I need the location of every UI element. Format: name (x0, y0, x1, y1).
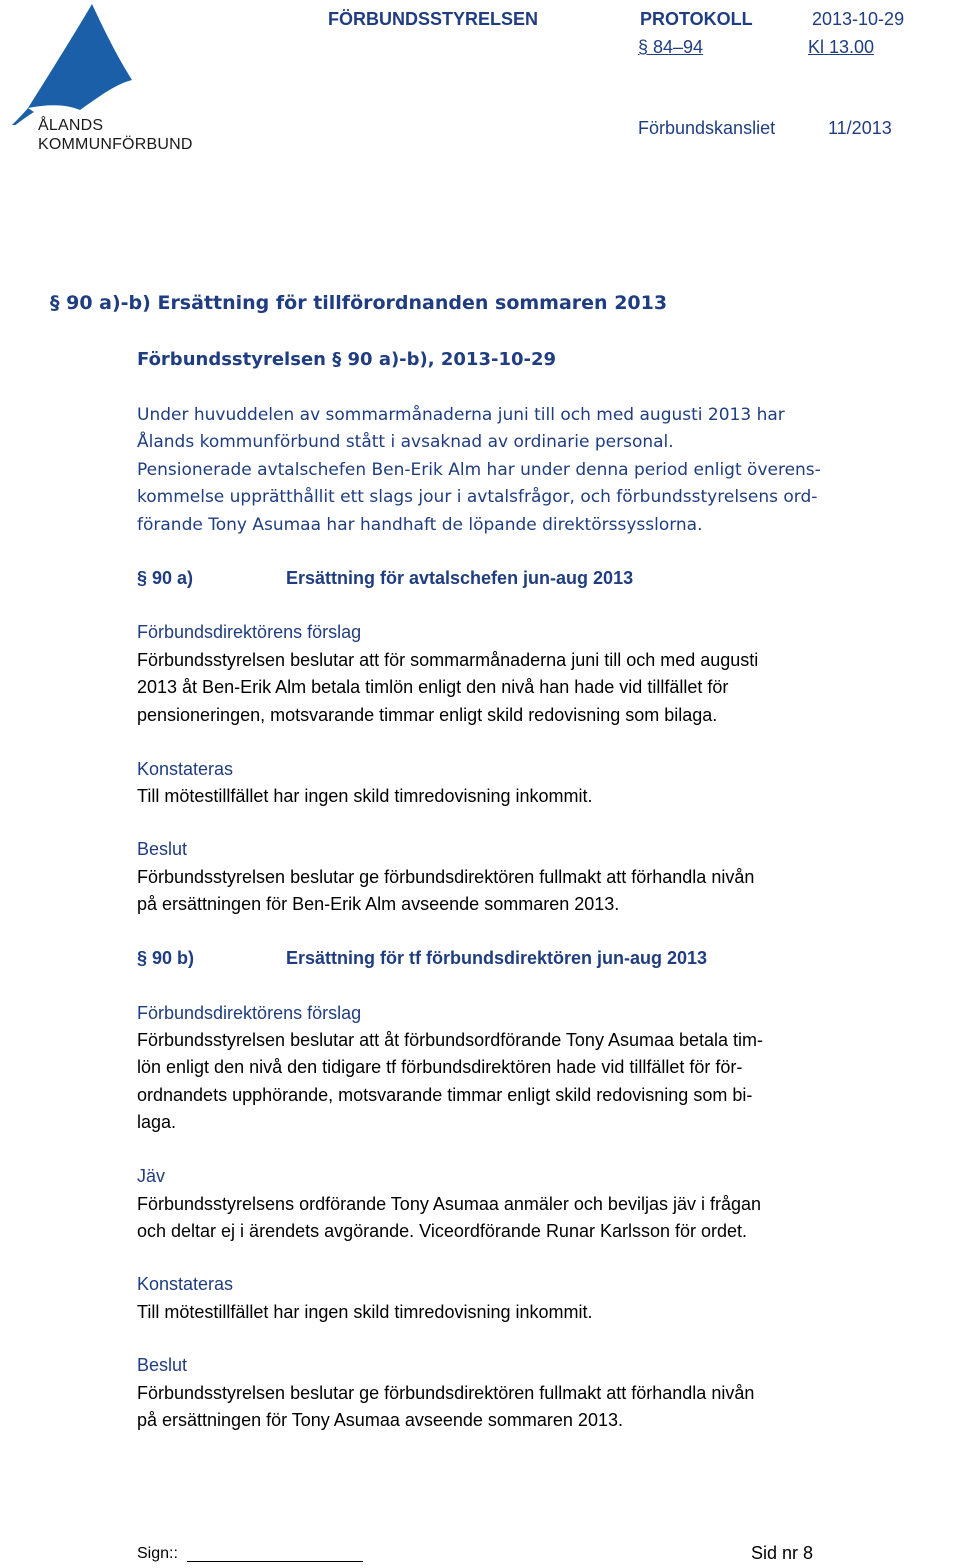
intro-line: Ålands kommunförbund stått i avsaknad av ordinarie personal. (137, 432, 674, 453)
part-b-proposal (137, 1027, 763, 1137)
part-b-decision-label: Beslut (137, 1355, 188, 1375)
note-line: Till mötestillfället har ingen skild timredovisning inkommit. (137, 1302, 593, 1322)
logo-line-1: ÅLANDS (38, 117, 104, 134)
intro-line: kommelse upprätthållit ett slags jour i avtalsfrågor, och förbundsstyrelsens ord- (137, 487, 818, 508)
part-a-note-label: Konstateras (137, 759, 234, 779)
signature-label: Sign:: (137, 1545, 178, 1562)
header-number: 11/2013 (828, 118, 892, 138)
part-b-jav (137, 1191, 761, 1246)
header-date: 2013-10-29 (812, 9, 905, 29)
decision-line: på ersättningen för Tony Asumaa avseende sommaren 2013. (137, 1410, 623, 1431)
decision-line: Förbundsstyrelsen beslutar ge förbundsdirektören fullmakt att förhandla nivån (137, 867, 755, 887)
proposal-line: pensioneringen, motsvarande timmar enligt skild redovisning som bilaga. (137, 704, 718, 725)
page-number: Sid nr 8 (751, 1543, 814, 1563)
part-b-heading: Ersättning för tf förbundsdirektören jun-aug 2013 (286, 948, 708, 968)
header-office: Förbundskansliet (638, 118, 776, 138)
decision-line: Förbundsstyrelsen beslutar ge förbundsdirektören fullmakt att förhandla nivån (137, 1383, 755, 1403)
sail-icon (0, 0, 210, 125)
header-paragraphs: § 84–94 (638, 37, 704, 57)
part-b-proposal-label: Förbundsdirektörens förslag (137, 1003, 362, 1023)
intro-line: Under huvuddelen av sommarmånaderna juni till och med augusti 2013 har (137, 405, 785, 425)
proposal-line: laga. (137, 1112, 177, 1133)
header-time: Kl 13.00 (808, 37, 875, 57)
part-a-heading: Ersättning för avtalschefen jun-aug 2013 (286, 568, 634, 588)
part-b-jav-label: Jäv (137, 1166, 166, 1186)
jav-line: Förbundsstyrelsens ordförande Tony Asumaa anmäler och beviljas jäv i frågan (137, 1194, 762, 1214)
part-b-number: § 90 b) (137, 948, 195, 968)
section-title: § 90 a)-b) Ersättning för tillförordnanden sommaren 2013 (50, 292, 668, 314)
part-a-proposal (137, 647, 758, 729)
part-a-note (137, 783, 593, 810)
intro-line: Pensionerade avtalschefen Ben-Erik Alm har under denna period enligt överens- (137, 459, 821, 480)
part-a-decision-label: Beslut (137, 839, 188, 859)
proposal-line: Förbundsstyrelsen beslutar att åt förbundsordförande Tony Asumaa betala tim- (137, 1030, 764, 1050)
proposal-line: Förbundsstyrelsen beslutar att för sommarmånaderna juni till och med augusti (137, 650, 759, 670)
jav-line: och deltar ej i ärendets avgörande. Viceordförande Runar Karlsson för ordet. (137, 1221, 748, 1242)
part-a-proposal-label: Förbundsdirektörens förslag (137, 622, 362, 642)
header-org: FÖRBUNDSSTYRELSEN (328, 9, 539, 29)
section-reference: Förbundsstyrelsen § 90 a)-b), 2013-10-29 (137, 349, 557, 370)
part-b-decision (137, 1380, 754, 1435)
part-a-number: § 90 a) (137, 568, 194, 588)
proposal-line: 2013 åt Ben-Erik Alm betala timlön enligt den nivå han hade vid tillfället för (137, 677, 729, 698)
decision-line: på ersättningen för Ben-Erik Alm avseende sommaren 2013. (137, 894, 620, 915)
part-b-note (137, 1299, 593, 1326)
note-line: Till mötestillfället har ingen skild timredovisning inkommit. (137, 786, 593, 806)
logo-line-2: KOMMUNFÖRBUND (38, 136, 193, 153)
part-a-decision (137, 864, 754, 919)
part-b-note-label: Konstateras (137, 1274, 234, 1294)
proposal-line: ordnandets upphörande, motsvarande timmar enligt skild redovisning som bi- (137, 1084, 753, 1105)
proposal-line: lön enligt den nivå den tidigare tf förbundsdirektören hade vid tillfället för för- (137, 1057, 743, 1078)
intro-line: förande Tony Asumaa har handhaft de löpande direktörssysslorna. (137, 514, 703, 535)
alands-kommunforbund-logo (0, 0, 210, 160)
intro-paragraph (137, 402, 821, 539)
signature-line (187, 1561, 363, 1562)
header-doc-type: PROTOKOLL (640, 9, 753, 29)
